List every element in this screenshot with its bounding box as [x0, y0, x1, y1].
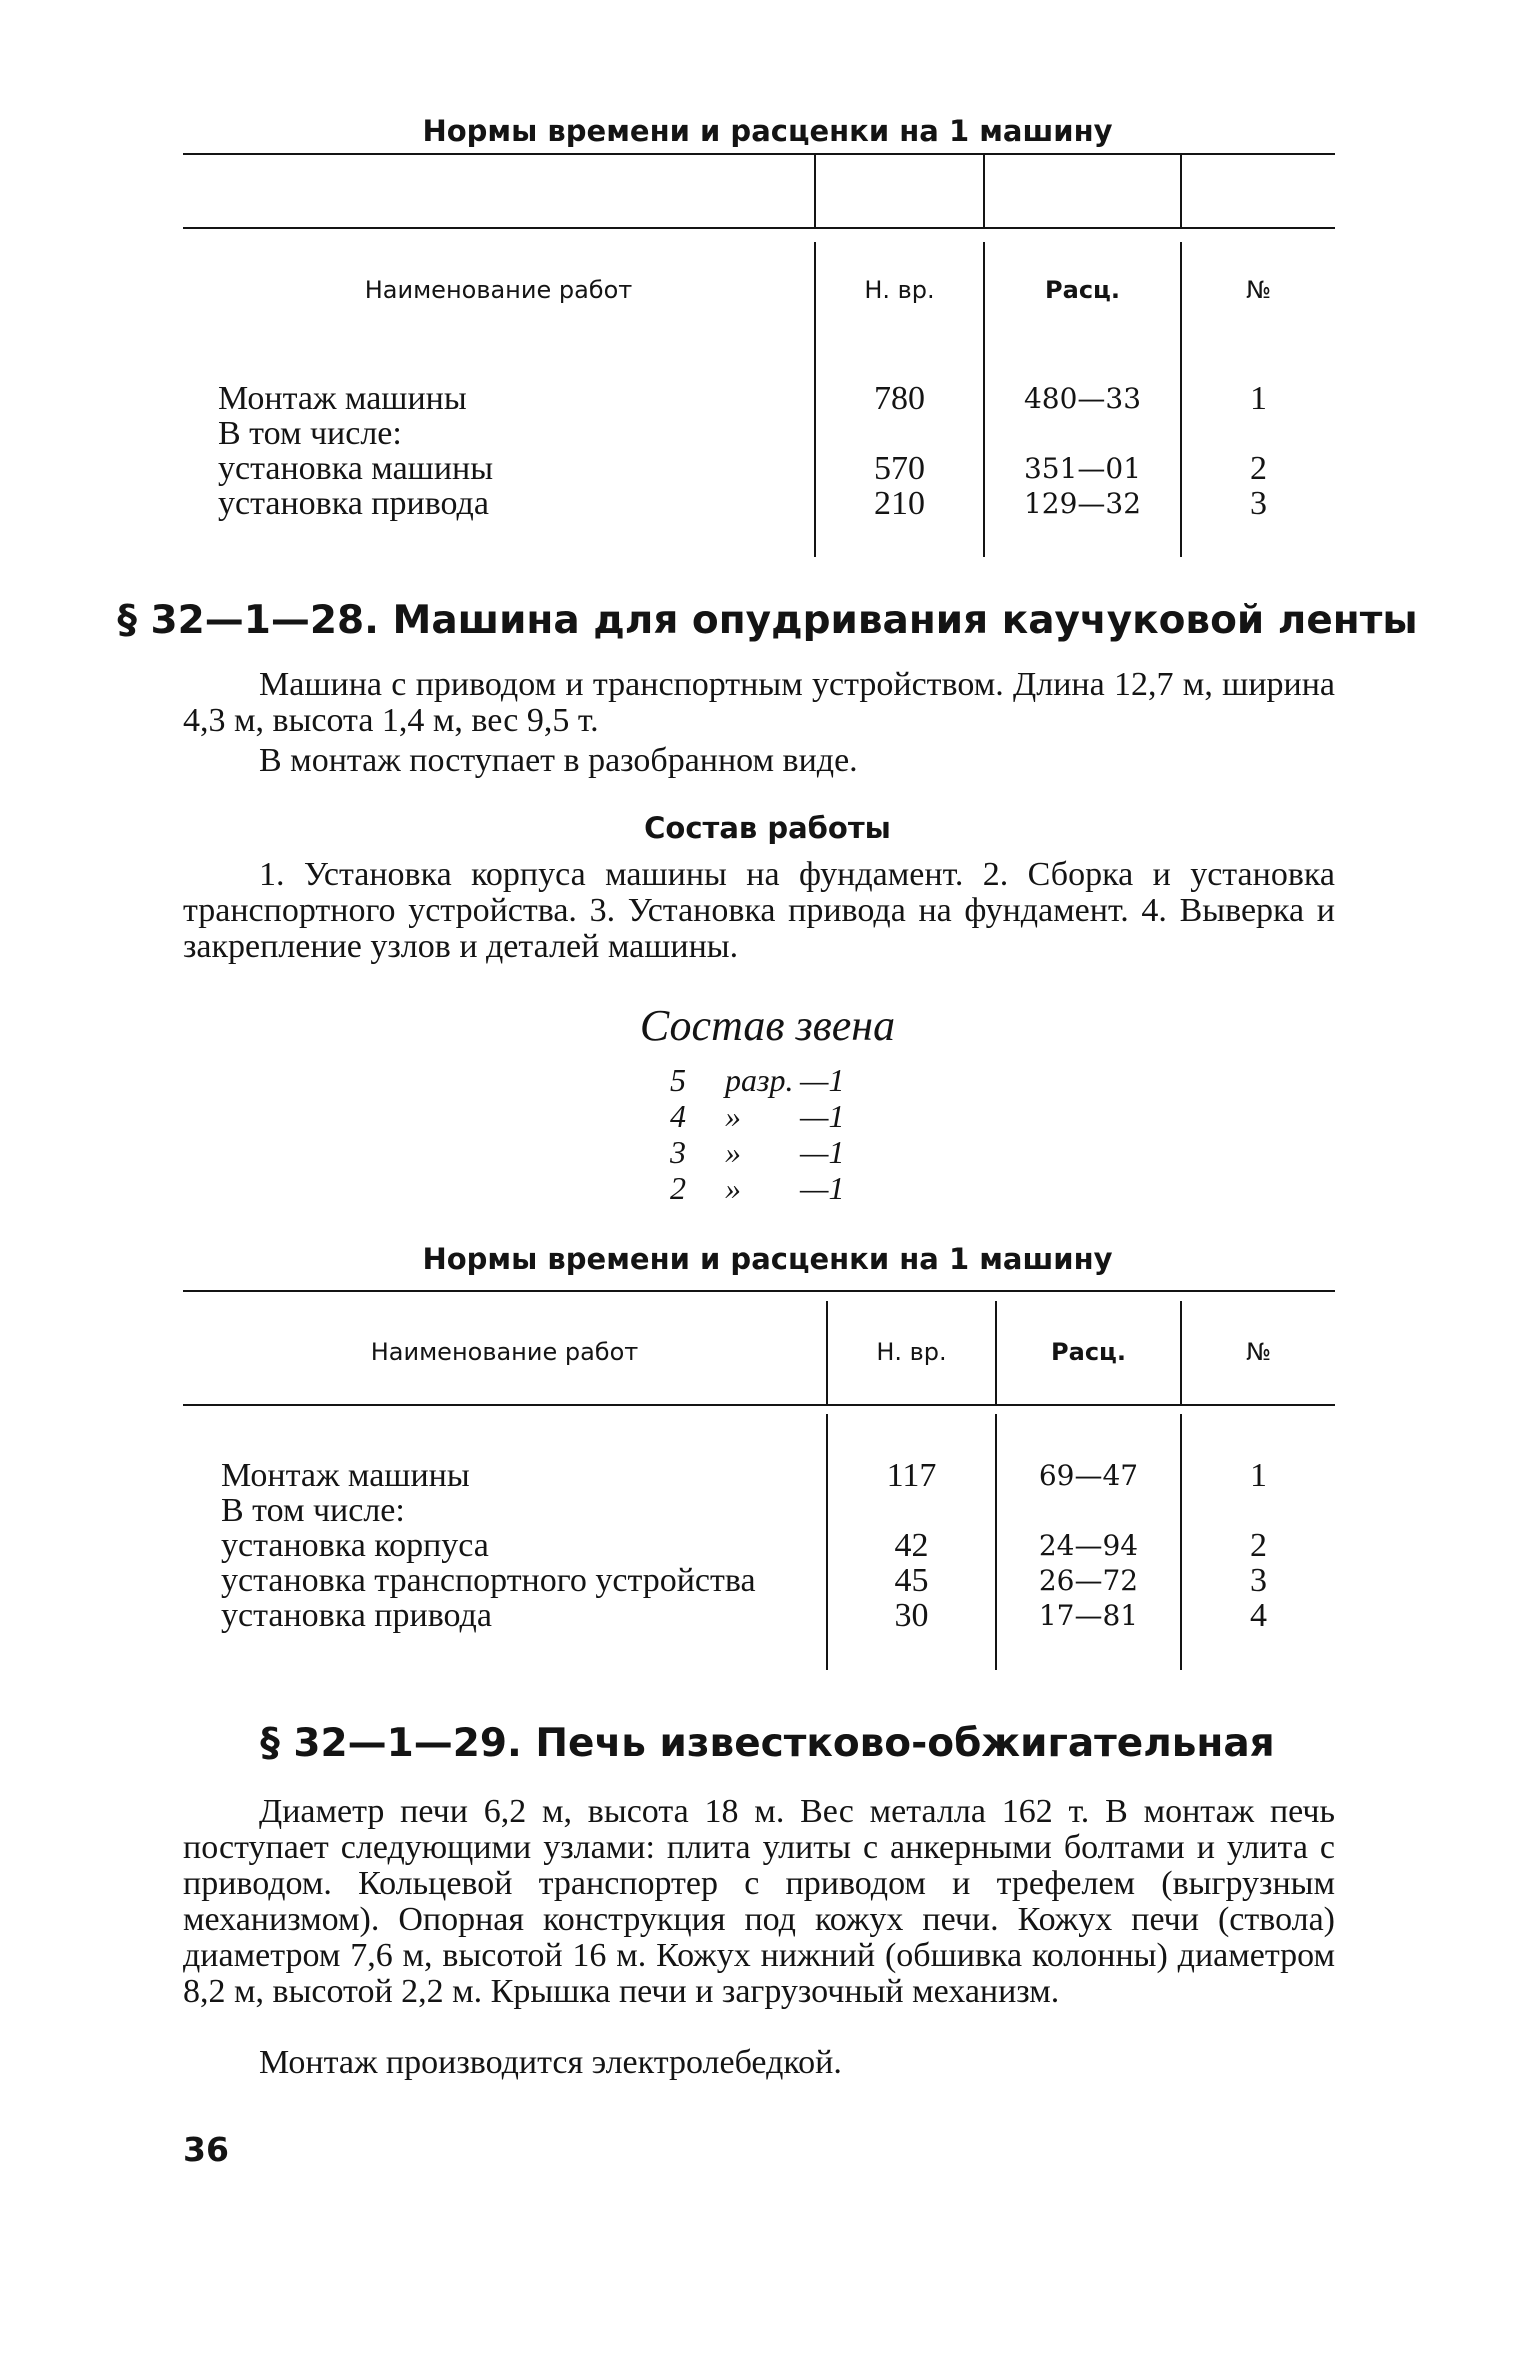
table-cell: 45: [894, 1562, 929, 1599]
table-cell: В том числе:: [221, 1492, 405, 1529]
table2-col-name: [221, 1458, 756, 1633]
table-cell: 2: [1250, 450, 1267, 487]
section-29-method-note: Монтаж производится электролебедкой.: [259, 2044, 842, 2081]
table-cell: 2: [1250, 1527, 1267, 1564]
crew-grade-mark: »: [725, 1134, 741, 1170]
table1-header-price: Расц.: [1045, 276, 1120, 304]
table-cell: установка машины: [218, 450, 494, 487]
table-cell: 17—81: [1038, 1599, 1139, 1632]
crew-count: —1: [800, 1170, 845, 1206]
table1-divider: [814, 153, 816, 227]
table-cell: Монтаж машины: [218, 380, 467, 417]
table-cell: В том числе:: [218, 415, 402, 452]
section-28-heading: § 32—1—28. Машина для опудривания каучуковой ленты: [117, 598, 1418, 643]
work-composition-title: Состав работы: [644, 811, 891, 845]
table1-col-name: [218, 381, 493, 521]
table-cell: 351—01: [1023, 452, 1142, 485]
table-cell: 570: [874, 450, 925, 487]
section-28-description: Машина с приводом и транспортным устройством. Длина 12,7 м, ширина 4,3 м, высота 1,4 м, вес 9,5 т.: [183, 666, 1335, 739]
table-cell: 1: [1250, 380, 1267, 417]
table2-col-hours: [828, 1458, 995, 1633]
table-cell: 24—94: [1038, 1529, 1139, 1562]
table-cell: 3: [1250, 1562, 1267, 1599]
table1-header-hours: Н. вр.: [864, 276, 935, 304]
work-composition-text: 1. Установка корпуса машины на фундамент. 2. Сборка и установка транспортного устройства. 3. Установка привода на фундамент. 4. Выверка и закрепление узлов и деталей машины.: [183, 856, 1335, 965]
table-cell: установка привода: [221, 1597, 492, 1634]
table1-col-price: [985, 381, 1180, 521]
table-cell: 129—32: [1023, 487, 1142, 520]
table1-header-no: №: [1246, 276, 1271, 304]
table2-header-no: №: [1246, 1338, 1271, 1366]
table-cell: 3: [1250, 485, 1267, 522]
table-cell: 42: [894, 1527, 929, 1564]
table-cell: 30: [894, 1597, 929, 1634]
table2-col-price: [997, 1458, 1180, 1633]
page-number: 36: [183, 2130, 229, 2169]
table1-header-rule: [183, 227, 1335, 229]
table2-header-name: Наименование работ: [370, 1338, 639, 1366]
table2-caption: Нормы времени и расценки на 1 машину: [422, 1242, 1113, 1276]
table1-top-rule: [183, 153, 1335, 155]
table-cell: Монтаж машины: [221, 1457, 470, 1494]
crew-count: —1: [800, 1134, 845, 1170]
table-cell: 480—33: [1023, 382, 1142, 415]
table2-header-price: Расц.: [1051, 1338, 1126, 1366]
crew-grade: 2: [670, 1170, 686, 1206]
section-28-delivery-note: В монтаж поступает в разобранном виде.: [259, 742, 858, 779]
crew-title: Состав звена: [639, 1001, 896, 1050]
section-29-description: Диаметр печи 6,2 м, высота 18 м. Вес металла 162 т. В монтаж печь поступает следующими узлами: плита улиты с анкерными болтами и улита с приводом. Кольцевой транспортер с приводом и трефелем (выгрузным механизмом). Опорная конструкция под кожух печи. Кожух печи (ствола) диаметром 7,6 м, высотой 16 м. Кожух нижний (обшивка колонны) диаметром 8,2 м, высотой 2,2 м. Крышка печи и загрузочный механизм.: [183, 1793, 1335, 2010]
crew-grade-mark: »: [725, 1098, 741, 1134]
table-cell: 117: [886, 1457, 937, 1494]
table1-divider: [1180, 153, 1182, 227]
table1-col-no: [1182, 381, 1335, 521]
table-cell: 780: [874, 380, 925, 417]
table-cell: 1: [1250, 1457, 1267, 1494]
table-cell: установка привода: [218, 485, 489, 522]
crew-grade: 3: [670, 1134, 686, 1170]
table2-col-no: [1182, 1458, 1335, 1633]
crew-count: —1: [800, 1062, 845, 1098]
crew-grade: 4: [670, 1098, 686, 1134]
table-cell: установка корпуса: [221, 1527, 489, 1564]
table1-header-name: Наименование работ: [364, 276, 633, 304]
crew-grade-mark: разр.: [725, 1062, 794, 1098]
crew-grade: 5: [670, 1062, 686, 1098]
table-cell: 210: [874, 485, 925, 522]
table1-divider: [983, 153, 985, 227]
table2-top-rule: [183, 1290, 1335, 1292]
table1-caption: Нормы времени и расценки на 1 машину: [422, 114, 1113, 148]
table-cell: 26—72: [1038, 1564, 1139, 1597]
table2-header-hours: Н. вр.: [876, 1338, 947, 1366]
table2-header-rule: [183, 1404, 1335, 1406]
table-cell: установка транспортного устройства: [221, 1562, 756, 1599]
table1-col-hours: [816, 381, 983, 521]
table-cell: 4: [1250, 1597, 1267, 1634]
crew-count: —1: [800, 1098, 845, 1134]
table-cell: 69—47: [1038, 1459, 1139, 1492]
crew-grade-mark: »: [725, 1170, 741, 1206]
section-29-heading: § 32—1—29. Печь известково-обжигательная: [260, 1721, 1275, 1766]
